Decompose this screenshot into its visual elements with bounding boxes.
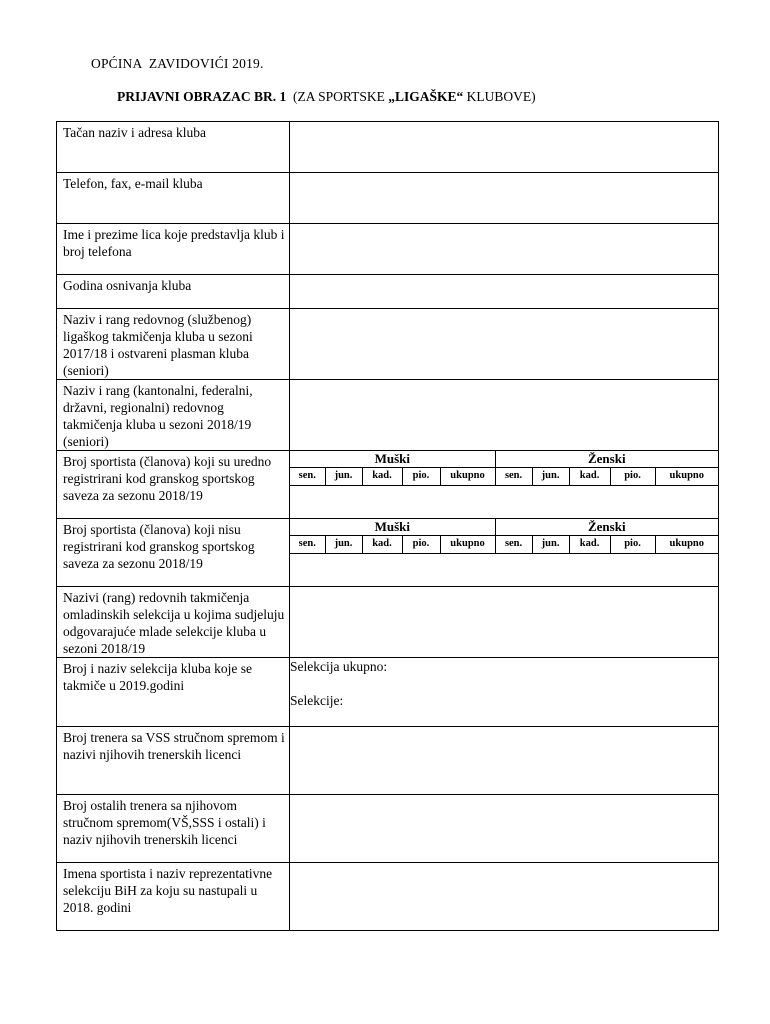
female-header: Ženski <box>495 519 718 535</box>
field-league-2018-19[interactable] <box>290 380 719 451</box>
input-cell[interactable] <box>402 553 440 554</box>
input-cell[interactable] <box>610 553 655 554</box>
label-national-team-athletes: Imena sportista i naziv reprezentativne selekciju BiH za koju su nastupali u 2018. godini <box>57 863 290 931</box>
male-header: Muški <box>290 451 495 467</box>
field-representative[interactable] <box>290 224 719 275</box>
col-pio: pio. <box>402 535 440 553</box>
col-pio: pio. <box>610 535 655 553</box>
input-cell[interactable] <box>440 485 495 486</box>
col-kad: kad. <box>569 467 610 485</box>
input-cell[interactable] <box>569 553 610 554</box>
form-title-league: „LIGAŠKE“ <box>388 89 464 104</box>
field-founding-year[interactable] <box>290 275 719 309</box>
input-cell[interactable] <box>655 553 718 554</box>
label-club-contact: Telefon, fax, e-mail kluba <box>57 173 290 224</box>
label-selections: Broj i naziv selekcija kluba koje se takmiče u 2019.godini <box>57 658 290 727</box>
field-league-2017-18[interactable] <box>290 309 719 380</box>
col-jun: jun. <box>532 467 569 485</box>
input-cell[interactable] <box>569 485 610 486</box>
label-league-2018-19: Naziv i rang (kantonalni, federalni, državni, regionalni) redovnog takmičenja kluba u sezoni 2018/19 (seniori) <box>57 380 290 451</box>
input-cell[interactable] <box>655 485 718 486</box>
input-cell[interactable] <box>402 485 440 486</box>
col-sen: sen. <box>495 467 532 485</box>
input-cell[interactable] <box>325 553 362 554</box>
selections-total-label: Selekcija ukupno: <box>290 659 388 674</box>
input-cell[interactable] <box>495 485 532 486</box>
label-representative: Ime i prezime lica koje predstavlja klub i broj telefona <box>57 224 290 275</box>
male-header: Muški <box>290 519 495 535</box>
col-kad: kad. <box>362 535 402 553</box>
registered-athletes-table <box>290 451 718 486</box>
field-other-coaches[interactable] <box>290 795 719 863</box>
selections-list-label: Selekcije: <box>290 693 344 708</box>
input-cell[interactable] <box>532 485 569 486</box>
form-title <box>117 89 536 105</box>
label-vss-coaches: Broj trenera sa VSS stručnom spremom i nazivi njihovih trenerskih licenci <box>57 727 290 795</box>
col-jun: jun. <box>325 467 362 485</box>
field-club-name-address[interactable] <box>290 122 719 173</box>
label-founding-year: Godina osnivanja kluba <box>57 275 290 309</box>
col-ukupno: ukupno <box>655 535 718 553</box>
input-cell[interactable] <box>440 553 495 554</box>
input-cell[interactable] <box>532 553 569 554</box>
field-selections[interactable] <box>290 658 719 727</box>
col-kad: kad. <box>569 535 610 553</box>
field-club-contact[interactable] <box>290 173 719 224</box>
unregistered-athletes-grid <box>290 519 719 587</box>
col-jun: jun. <box>532 535 569 553</box>
col-ukupno: ukupno <box>440 535 495 553</box>
col-sen: sen. <box>290 535 325 553</box>
input-cell[interactable] <box>290 553 325 554</box>
col-jun: jun. <box>325 535 362 553</box>
label-league-2017-18: Naziv i rang redovnog (službenog) ligaškog takmičenja kluba u sezoni 2017/18 i ostvareni plasman kluba (seniori) <box>57 309 290 380</box>
col-kad: kad. <box>362 467 402 485</box>
form-title-end: KLUBOVE) <box>463 89 536 104</box>
col-ukupno: ukupno <box>440 467 495 485</box>
label-other-coaches: Broj ostalih trenera sa njihovom stručnom spremom(VŠ,SSS i ostali) i naziv njihovih trenerskih licenci <box>57 795 290 863</box>
municipality-heading: OPĆINA ZAVIDOVIĆI 2019. <box>91 56 264 71</box>
input-cell[interactable] <box>362 553 402 554</box>
col-sen: sen. <box>290 467 325 485</box>
col-ukupno: ukupno <box>655 467 718 485</box>
col-pio: pio. <box>610 467 655 485</box>
application-form-table <box>56 121 719 931</box>
label-registered-athletes: Broj sportista (članova) koji su uredno registrirani kod granskog sportskog saveza za sezonu 2018/19 <box>57 451 290 519</box>
input-cell[interactable] <box>325 485 362 486</box>
input-cell[interactable] <box>290 485 325 486</box>
label-unregistered-athletes: Broj sportista (članova) koji nisu registrirani kod granskog sportskog saveza za sezonu 2018/19 <box>57 519 290 587</box>
label-youth-competitions: Nazivi (rang) redovnih takmičenja omladinskih selekcija u kojima sudjeluju odgovarajuće mlade selekcije kluba u sezoni 2018/19 <box>57 587 290 658</box>
unregistered-athletes-table <box>290 519 718 554</box>
field-national-team-athletes[interactable] <box>290 863 719 931</box>
form-title-number: PRIJAVNI OBRAZAC BR. 1 <box>117 89 287 104</box>
col-sen: sen. <box>495 535 532 553</box>
input-cell[interactable] <box>362 485 402 486</box>
input-cell[interactable] <box>610 485 655 486</box>
input-cell[interactable] <box>495 553 532 554</box>
field-vss-coaches[interactable] <box>290 727 719 795</box>
form-title-mid: (ZA SPORTSKE <box>286 89 389 104</box>
label-club-name-address: Tačan naziv i adresa kluba <box>57 122 290 173</box>
female-header: Ženski <box>495 451 718 467</box>
field-youth-competitions[interactable] <box>290 587 719 658</box>
registered-athletes-grid <box>290 451 719 519</box>
col-pio: pio. <box>402 467 440 485</box>
